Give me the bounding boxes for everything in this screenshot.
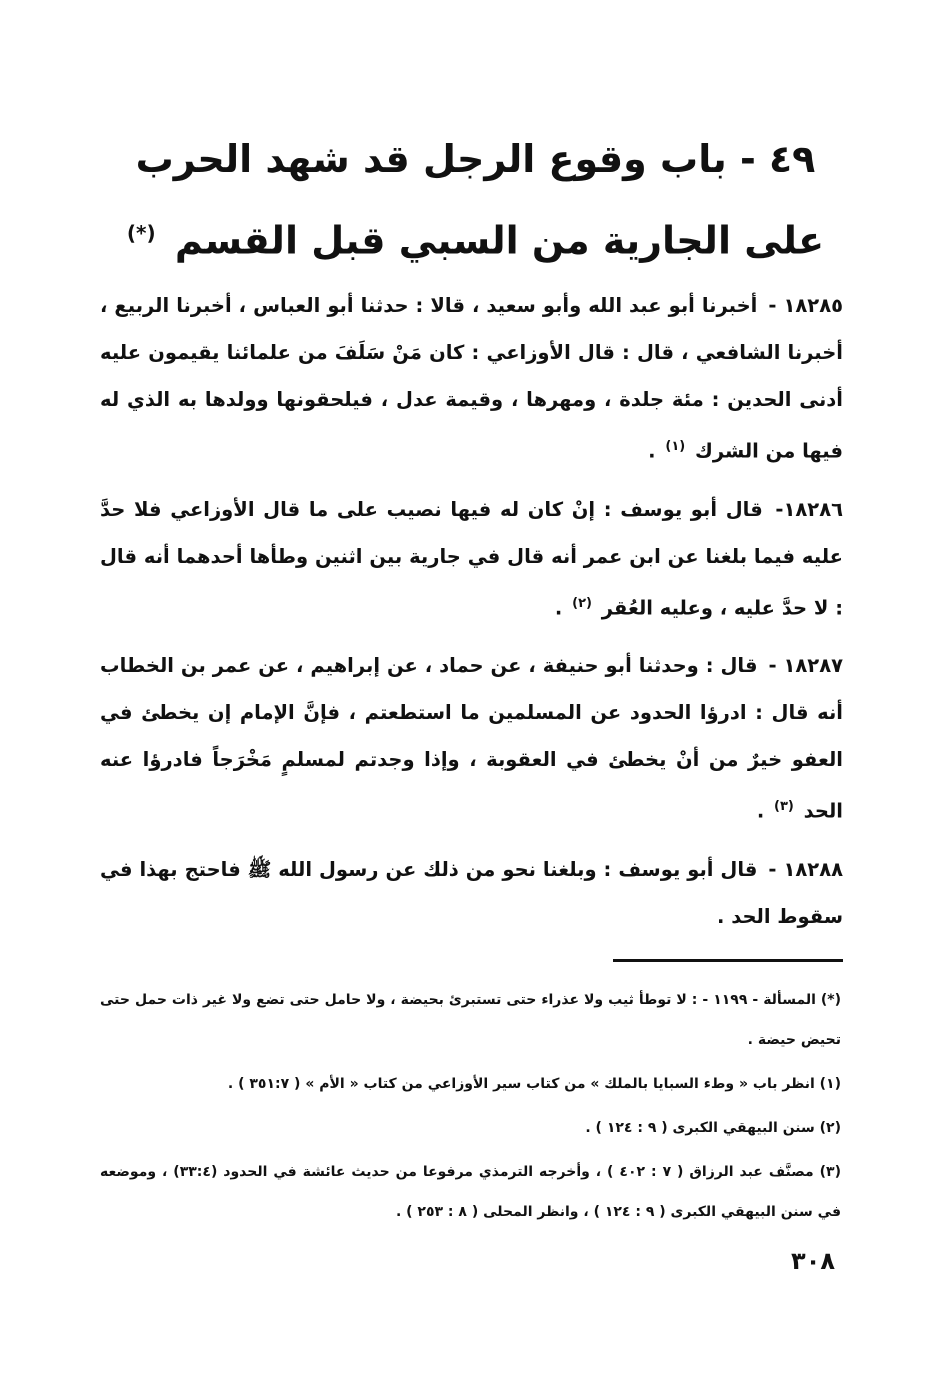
footnote-ref: (٣) bbox=[774, 799, 794, 814]
chapter-title bbox=[110, 122, 841, 278]
hadith-paragraph-18286 bbox=[100, 486, 843, 632]
chapter-title-footnote-ref: (*) bbox=[126, 221, 156, 245]
chapter-title-text: ٤٩ - باب وقوع الرجل قد شهد الحرب على الجارية من السبي قبل القسم bbox=[135, 137, 825, 263]
paragraph-end: . bbox=[756, 799, 765, 823]
hadith-body: قال أبو يوسف : إنْ كان له فيها نصيب على ما قال الأوزاعي فلا حدَّ عليه فيما بلغنا عن ابن عمر أنه قال في جارية بين اثنين وطأها أحدهما أنه قال : لا حدَّ عليه ، وعليه العُقر bbox=[100, 497, 843, 619]
hadith-body: قال : وحدثنا أبو حنيفة ، عن حماد ، عن إبراهيم ، عن عمر بن الخطاب أنه قال : ادرؤا الحدود عن المسلمين ما استطعتم ، فإنَّ الإمام إن يخطئ في العفو خيرٌ من أنْ يخطئ في العقوبة ، وإذا وجدتم لمسلمٍ مَخْرَجاً فادرؤا عنه الحد bbox=[100, 654, 843, 823]
footnote-ref: (٢) bbox=[572, 595, 592, 611]
hadith-number: ١٨٢٨٨ - bbox=[768, 857, 843, 881]
footnote-3: (٣) مصنَّف عبد الرزاق ( ٧ : ٤٠٢ ) ، وأخرجه الترمذي مرفوعا من حديث عائشة في الحدود (٣٣:٤) ، وموضعه في سنن البيهقي الكبرى ( ٩ : ١٢٤ ) ، وانظر المحلى ( ٨ : ٢٥٣ ) . bbox=[100, 1164, 841, 1220]
paragraph-end: . bbox=[716, 904, 725, 928]
footnote-divider bbox=[613, 959, 843, 962]
hadith-paragraph-18287 bbox=[100, 642, 843, 835]
footnotes bbox=[100, 980, 841, 1236]
page-number: ٣٠٨ bbox=[791, 1247, 835, 1275]
hadith-number: ١٨٢٨٧ - bbox=[768, 654, 843, 677]
footnote-issue: (*) المسألة - ١١٩٩ - : لا توطأ ثيب ولا عذراء حتى تستبرئ بحيضة ، ولا حامل حتى تضع ولا غير ذات حمل حتى تحيض حيضة . bbox=[100, 992, 841, 1048]
footnote-ref: (١) bbox=[665, 439, 686, 454]
paragraph-end: . bbox=[648, 439, 656, 463]
hadith-number: ١٨٢٨٥ - bbox=[768, 294, 843, 317]
hadith-paragraph-18285 bbox=[100, 282, 843, 475]
hadith-text bbox=[100, 282, 843, 951]
hadith-paragraph-18288 bbox=[100, 846, 843, 940]
hadith-body: أخبرنا أبو عبد الله وأبو سعيد ، قالا : حدثنا أبو العباس ، أخبرنا الربيع ، أخبرنا الشافعي ، قال : قال الأوزاعي : كان مَنْ سَلَفَ من علمائنا يقيمون عليه أدنى الحدين : مئة جلدة ، ومهرها ، وقيمة عدل ، فيلحقونها وولدها به الذي له فيها من الشرك bbox=[100, 294, 843, 463]
hadith-number: ١٨٢٨٦- bbox=[775, 497, 843, 521]
footnote-2: (٢) سنن البيهقي الكبرى ( ٩ : ١٢٤ ) . bbox=[585, 1120, 841, 1136]
footnote-1: (١) انظر باب « وطء السبايا بالملك » من كتاب سير الأوزاعي من كتاب « الأم » ( ٣٥١:٧ ) . bbox=[227, 1076, 841, 1092]
paragraph-end: . bbox=[554, 596, 563, 619]
hadith-body: قال أبو يوسف : وبلغنا نحو من ذلك عن رسول الله ﷺ فاحتج بهذا في سقوط الحد bbox=[100, 857, 843, 928]
